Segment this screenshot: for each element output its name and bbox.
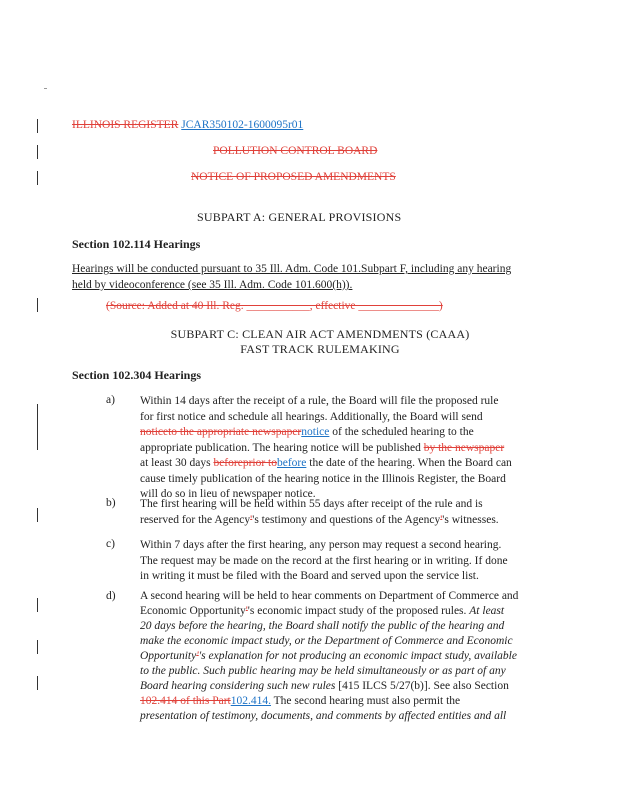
section-304-heading: Section 102.304 Hearings [72,368,201,382]
change-bar [37,298,38,312]
board-header: POLLUTION CONTROL BOARD [213,145,378,157]
section-114-line-1: Hearings will be conducted pursuant to 35 Ill. Adm. Code 101.Subpart F, including any hearing [72,263,512,275]
item-d-line-9: presentation of testimony, documents, and comments by affected entities and all [140,710,507,722]
item-d-line-5: Opportunity''s explanation for not producing an economic impact study, available [140,650,517,662]
register-header [72,119,303,131]
item-d-line-3: 20 days before the hearing, the Board shall notify the public of the hearing and [140,620,505,632]
item-c-text: Within 7 days after the first hearing, any person may request a second hearing. The request may be made on the record at the first hearing or in writing. If done in writing it must be filed with the Board and served upon the service list. [140,539,508,582]
change-bar [37,119,38,133]
register-deleted: ILLINOIS REGISTER [72,119,179,131]
source-note: (Source: Added at 40 Ill. Reg. ___________, effective ______________) [106,300,443,312]
subpart-c-title-2: FAST TRACK RULEMAKING [240,342,400,356]
section-114-heading: Section 102.114 Hearings [72,237,201,251]
change-bar [37,598,38,612]
section-114-line-2: held by videoconference (see 35 Ill. Adm. Code 101.600(h)). [72,279,353,291]
item-a-label: a) [106,394,115,406]
notice-header: NOTICE OF PROPOSED AMENDMENTS [191,171,396,183]
change-bar [37,171,38,185]
change-bar [37,404,38,450]
subpart-c-title-1: SUBPART C: CLEAN AIR ACT AMENDMENTS (CAAA) [170,327,470,341]
change-bar [37,676,38,690]
change-bar [37,640,38,654]
change-bar [37,508,38,522]
item-d-line-6: to the public. Such public hearing may be held simultaneously or as part of any [140,665,506,677]
subpart-a-title: SUBPART A: GENERAL PROVISIONS [197,210,402,224]
item-d-line-1: A second hearing will be held to hear comments on Department of Commerce and [140,590,519,602]
item-d-line-2: Economic Opportunity''s economic impact study of the proposed rules. At least [140,605,505,617]
scan-mark [44,88,47,89]
change-bar [37,145,38,159]
item-b-text: The first hearing will be held within 55 days after receipt of the rule and is reserved for the Agency''s testimony and questions of the Agency''s witnesses. [140,498,499,526]
item-d-label: d) [106,590,116,602]
item-d-line-4: make the economic impact study, or the Department of Commerce and Economic [140,635,513,647]
item-d-line-7: Board hearing considering such new rules [415 ILCS 5/27(b)]. See also Section [140,680,509,692]
register-inserted: JCAR350102-1600095r01 [181,119,304,131]
item-d-line-8: 102.414 of this Part102.414. The second hearing must also permit the [140,695,461,707]
item-c-label: c) [106,538,115,550]
item-a-text: Within 14 days after the receipt of a rule, the Board will file the proposed rule for first notice and schedule all hearings. Additionally, the Board will send noticeto the appropriate newspapernotice of the scheduled hearing to the appropriate publication. The hearing notice will be published by the newspaper at least 30 days beforeprior tobefore the date of the hearing. When the Board can cause timely publication of the hearing notice in the Illinois Register, the Board will do so in lieu of newspaper notice. [140,395,512,500]
item-b-label: b) [106,497,116,509]
